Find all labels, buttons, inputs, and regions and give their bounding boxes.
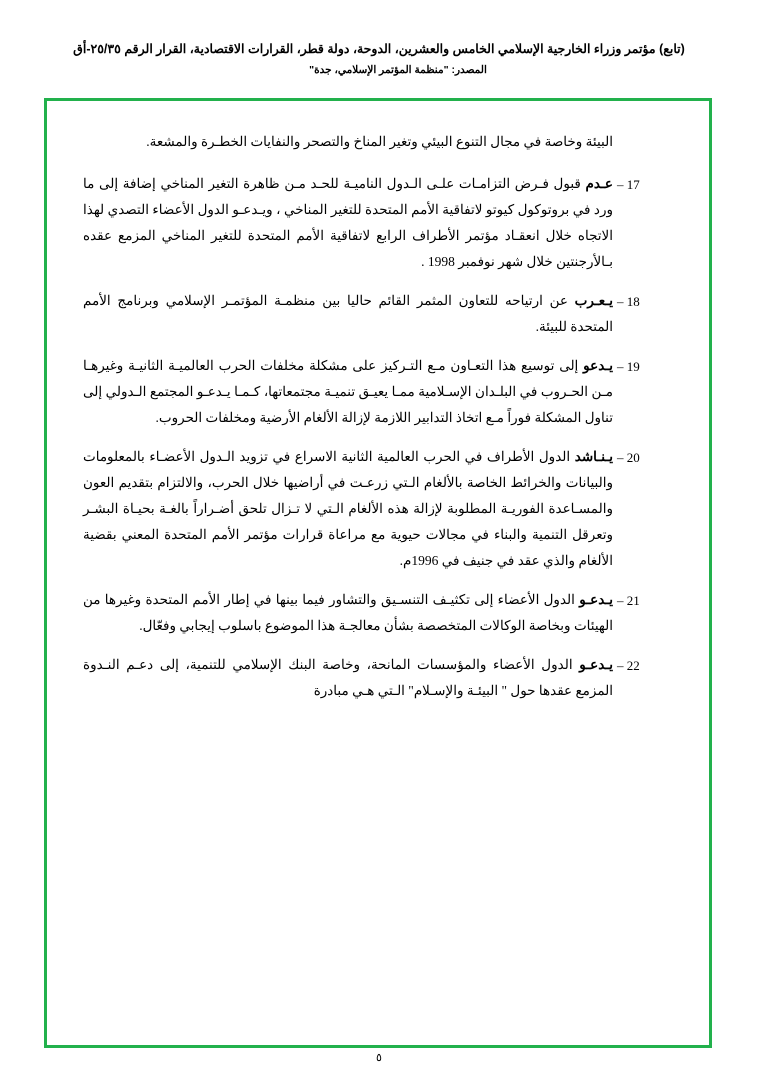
paragraph-lead: يـدعو xyxy=(583,358,613,373)
content-body xyxy=(47,101,709,727)
paragraph-text xyxy=(83,444,613,574)
paragraph-text xyxy=(83,652,613,704)
paragraph-lead: يـدعـو xyxy=(579,592,613,607)
paragraph-item xyxy=(83,171,655,275)
paragraph-rest: الدول الأعضاء إلى تكثيـف التنسـيق والتشاور فيما بينها في إطار الأمم المتحدة وغيرها من الهيئات وبخاصة الوكالات المتخصصة بشأن معالجـة هذا الموضوع باسلوب إيجابي وفعّال. xyxy=(83,592,613,633)
paragraph-rest: الدول الأطراف في الحرب العالمية الثانية الاسراع في تزويد الـدول الأعضـاء بالمعلومات والبيانات والخرائط الخاصة بالألغام الـتي زرعـت في أراضيها خلال الحرب، والالتزام بتقديم العون والمسـاعدة الفوريـة المطلوبة لإزالة هذه الألغام الـتي لا تـزال تلحق أضـراراً بالغـة بحيـاة البشـر وتعرقل التنمية والبناء في مجالات حيوية مع مراعاة قرارات مؤتمر الأمم المتحدة المعني بقضية الألغام والذي عقد في جنيف في 1996م. xyxy=(83,449,613,568)
paragraph-lead: عـدم xyxy=(585,176,613,191)
paragraph-number: 19 – xyxy=(617,359,640,374)
paragraph-rest: قبول فـرض التزامـات علـى الـدول الناميـة للحـد مـن ظاهرة التغير المناخي إضافة إلى ما ورد في بروتوكول كيوتو لاتفاقية الأمم المتحدة للتغير المناخي ، ويـدعـو الدول الأعضاء التصدي لهذا الاتجاه خلال انعقـاد مؤتمر الأطراف الرابع لاتفاقية الأمم المتحدة للتغير المناخي المزمع عقده بـالأرجنتين خلال شهر نوفمبر 1998 . xyxy=(83,176,613,269)
paragraph-item xyxy=(83,288,655,340)
content-frame xyxy=(44,98,712,1048)
header-source-line: المصدر: "منظمة المؤتمر الإسلامي، جدة" xyxy=(309,64,487,76)
paragraph-lead: يـنـاشد xyxy=(574,449,613,464)
paragraph-number: 22 – xyxy=(617,658,640,673)
paragraph-item xyxy=(83,652,655,704)
paragraph-intro-text: البيئة وخاصة في مجال التنوع البيئي وتغير المناخ والتصحر والنفايات الخطـرة والمشعة. xyxy=(146,134,613,149)
header-title-line: (تابع) مؤتمر وزراء الخارجية الإسلامي الخامس والعشرين، الدوحة، دولة قطر، القرارات الاقتصادية، القرار الرقم ٢٥/٣٥-أق xyxy=(73,42,685,56)
paragraph-number: 18 – xyxy=(617,294,640,309)
paragraph-rest: إلى توسيع هذا التعـاون مـع التـركيز على مشكلة مخلفات الحرب العالميـة الثانيـة وغيرهـا مـن الحـروب في البلـدان الإسـلامية ممـا يعيـق تنميـة مجتمعاتها، كـمـا يـدعـو المجتمع الـدولي إلى تناول المشكلة فوراً مـع اتخاذ التدابير اللازمة لإزالة الألغام الأرضية ومخلفات الحروب. xyxy=(83,358,613,425)
paragraph-rest: الدول الأعضاء والمؤسسات المانحة، وخاصة البنك الإسلامي للتنمية، إلى دعـم النـدوة المزمع عقدها حول " البيئـة والإسـلام" الـتي هـي مبادرة xyxy=(83,657,613,698)
paragraph-lead: يـدعـو xyxy=(579,657,613,672)
paragraph-number: 21 – xyxy=(617,593,640,608)
paragraph-text xyxy=(83,288,613,340)
paragraph-text xyxy=(83,587,613,639)
paragraph-item xyxy=(83,353,655,431)
paragraph-rest: عن ارتياحه للتعاون المثمر القائم حاليا بين منظمـة المؤتمـر الإسلامي وبرنامج الأمم المتحدة للبيئة. xyxy=(83,293,613,334)
paragraph-item xyxy=(83,444,655,574)
paragraph-lead: يـعـرب xyxy=(574,293,613,308)
paragraph-number: 17 – xyxy=(617,177,640,192)
paragraph-number: 20 – xyxy=(617,450,640,465)
page-number: ٥ xyxy=(376,1052,382,1064)
paragraph-text xyxy=(83,353,613,431)
paragraph-text xyxy=(83,171,613,275)
page-header xyxy=(0,40,758,78)
paragraph-item xyxy=(83,587,655,639)
